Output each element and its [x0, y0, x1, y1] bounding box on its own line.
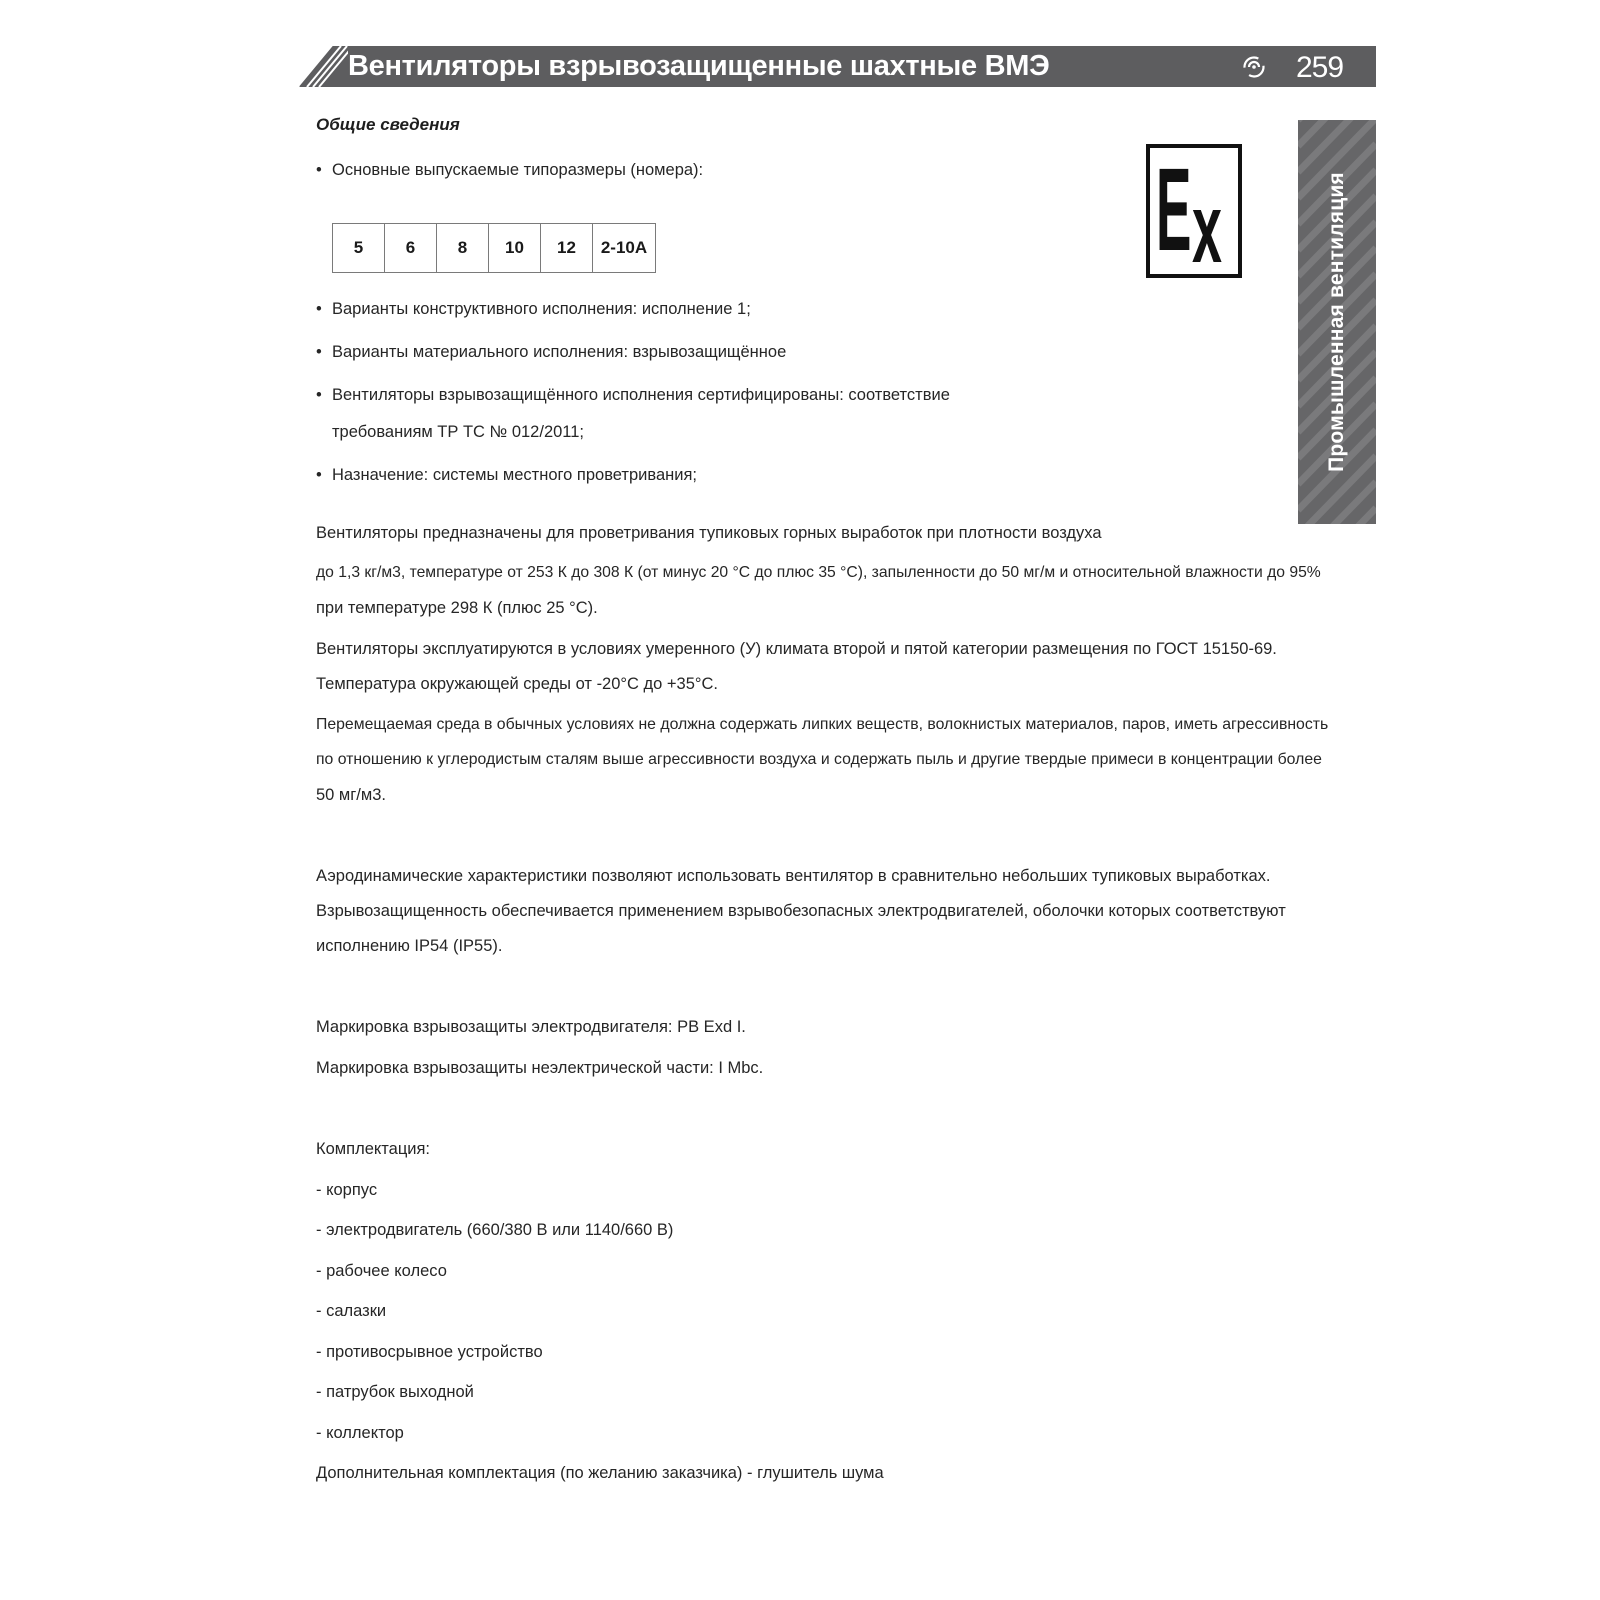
size-cell: 10 — [489, 224, 541, 273]
page-number: 259 — [1296, 51, 1344, 84]
size-cell: 12 — [541, 224, 593, 273]
section-title: Общие сведения — [316, 115, 460, 134]
kit-item: - патрубок выходной — [316, 1383, 474, 1401]
bullet-dot: • — [316, 161, 322, 179]
swirl-logo-icon — [1242, 55, 1266, 79]
kit-item: - коллектор — [316, 1424, 404, 1442]
kit-item: - электродвигатель (660/380 В или 1140/660 В) — [316, 1221, 674, 1239]
paragraph-line: Взрывозащищенность обеспечивается применением взрывобезопасных электродвигателей, оболочки которых соответствуют — [316, 902, 1286, 920]
paragraph-line: Вентиляторы предназначены для проветривания тупиковых горных выработок при плотности воздуха — [316, 524, 1102, 542]
paragraph-line: Маркировка взрывозащиты неэлектрической части: I Mbc. — [316, 1059, 764, 1077]
header-stripes-decoration — [298, 46, 348, 87]
kit-item: - корпус — [316, 1181, 378, 1199]
kit-item: - рабочее колесо — [316, 1262, 447, 1280]
page-title: Вентиляторы взрывозащищенные шахтные ВМЭ — [348, 50, 1050, 82]
paragraph-line: 50 мг/м3. — [316, 786, 386, 804]
paragraph-line: по отношению к углеродистым сталям выше агрессивности воздуха и содержать пыль и другие твердые примеси в концентрации более — [316, 751, 1322, 768]
paragraph-line: Маркировка взрывозащиты электродвигателя: РВ Exd I. — [316, 1018, 746, 1036]
paragraph-line: Температура окружающей среды от -20°С до +35°С. — [316, 675, 718, 693]
paragraph-line: Аэродинамические характеристики позволяют использовать вентилятор в сравнительно небольших тупиковых выработках. — [316, 867, 1271, 885]
bullet-certification-line2: требованиям ТР ТС № 012/2011; — [332, 423, 585, 441]
bullet-dot: • — [316, 343, 322, 361]
ex-letter-x: x — [1192, 173, 1222, 283]
paragraph-line: при температуре 298 К (плюс 25 °С). — [316, 599, 598, 617]
sizes-row — [333, 224, 656, 273]
sizes-table — [332, 223, 656, 273]
kit-item: - противосрывное устройство — [316, 1343, 543, 1361]
bullet-dot: • — [316, 466, 322, 484]
ex-mark-letters — [1156, 144, 1236, 283]
paragraph-line: Вентиляторы эксплуатируются в условиях умеренного (У) климата второй и пятой категории размещения по ГОСТ 15150-69. — [316, 640, 1277, 658]
side-tab — [1298, 120, 1376, 524]
size-cell: 5 — [333, 224, 385, 273]
bullet-material: Варианты материального исполнения: взрывозащищённое — [332, 343, 787, 361]
bullet-construction: Варианты конструктивного исполнения: исполнение 1; — [332, 300, 751, 318]
size-cell: 8 — [437, 224, 489, 273]
paragraph-line: исполнению IP54 (IP55). — [316, 937, 503, 955]
bullet-purpose: Назначение: системы местного проветривания; — [332, 466, 697, 484]
paragraph-line: Перемещаемая среда в обычных условиях не должна содержать липких веществ, волокнистых материалов, паров, иметь агрессивность — [316, 716, 1329, 733]
side-tab-label: Промышленная вентиляция — [1325, 172, 1348, 472]
ex-letter-e: E — [1156, 144, 1192, 276]
kit-title: Комплектация: — [316, 1140, 431, 1158]
bullet-sizes-intro: Основные выпускаемые типоразмеры (номера): — [332, 161, 704, 179]
bullet-certification-line1: Вентиляторы взрывозащищённого исполнения сертифицированы: соответствие — [332, 386, 950, 404]
size-cell: 2-10А — [593, 224, 656, 273]
kit-item: - салазки — [316, 1302, 387, 1320]
size-cell: 6 — [385, 224, 437, 273]
bullet-dot: • — [316, 300, 322, 318]
paragraph-line: до 1,3 кг/м3, температуре от 253 К до 308 К (от минус 20 °С до плюс 35 °С), запыленности до 50 мг/м и относительной влажности до 95% — [316, 564, 1321, 581]
bullet-dot: • — [316, 386, 322, 404]
kit-extra: Дополнительная комплектация (по желанию заказчика) - глушитель шума — [316, 1464, 884, 1482]
